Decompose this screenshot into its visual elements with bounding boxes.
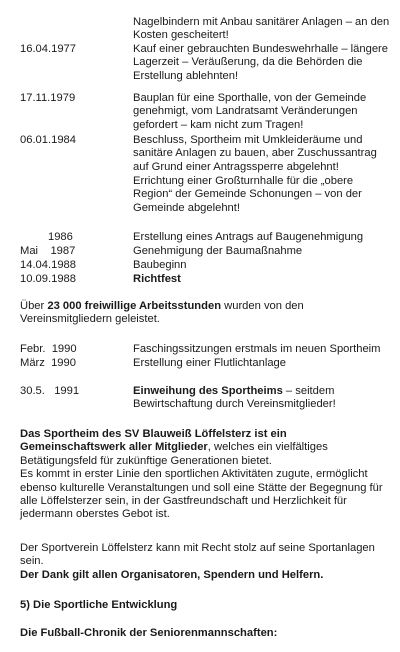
entry-date: Mai 1987 <box>20 245 76 257</box>
entry-text: Bauplan für eine Sporthalle, von der Gemeinde genehmigt, vom Landratsamt Veränderungen gefordert – kam nicht zum Tragen! <box>133 92 367 131</box>
entry-text: Faschingssitzungen erstmals im neuen Sportheim <box>133 343 381 355</box>
entry-date: 30.5. 1991 <box>20 385 80 397</box>
entry-text: Beschluss, Sportheim mit Umkleideräume und sanitäre Anlagen zu bauen, aber Zuschussantrag auf Grund einer Antragssperre abgelehnt! <box>133 134 377 173</box>
entry-date: 14.04.1988 <box>20 259 76 271</box>
community-bold: Das Sportheim des SV Blauweiß Löffelsterz ist ein Gemeinschaftswerk aller Mitglieder <box>20 428 287 454</box>
community-paragraph <box>20 428 390 522</box>
entry-text: Erstellung einer Flutlichtanlage <box>133 357 286 369</box>
inauguration-rest: – seitdem Bewirtschaftung durch Vereinsmitglieder! <box>133 385 336 411</box>
entry-text: Errichtung einer Großturnhalle für die „obere Region“ der Gemeinde Schonungen – von der Gemeinde abgelehnt! <box>133 175 362 214</box>
entry-text: Erstellung eines Antrags auf Baugenehmigung <box>133 231 364 243</box>
section-heading: 5) Die Sportliche Entwicklung <box>20 599 178 611</box>
volunteer-hours: 23 000 freiwillige Arbeitsstunden <box>47 300 222 312</box>
community-rest: , welches ein vielfältiges Betätigungsfeld für zukünftige Generationen bietet. <box>20 441 328 467</box>
entry-text: Richtfest <box>133 273 181 285</box>
community-detail: Es kommt in erster Linie den sportlichen Aktivitäten zugute, ermöglicht ebenso kulturelle Veranstaltungen und soll eine Stätte der Begegnung für alle Löffelsterzer sein, in der Gastfreundschaft und Herzlichkeit für jedermann oberstes Gebot ist. <box>20 468 383 521</box>
entry-text: Baubeginn <box>133 259 187 271</box>
entry-date: 06.01.1984 <box>20 134 76 146</box>
thanks-text: Der Dank gilt allen Organisatoren, Spendern und Helfern. <box>20 568 324 581</box>
entry-date: 17.11.1979 <box>20 92 76 104</box>
entry-date: 10.09.1988 <box>20 273 76 285</box>
proud-text: Der Sportverein Löffelsterz kann mit Recht stolz auf seine Sportanlagen sein. <box>20 542 375 568</box>
inauguration-title: Einweihung des Sportheims <box>133 385 283 397</box>
entry-date: 1986 <box>20 231 73 243</box>
entry-text: Nagelbindern mit Anbau sanitärer Anlagen – an den Kosten gescheitert! <box>133 16 390 42</box>
entry-date: Febr. 1990 <box>20 343 77 355</box>
entry-text: Genehmigung der Baumaßnahme <box>133 245 303 257</box>
chronicle-heading: Die Fußball-Chronik der Seniorenmannschaften: <box>20 627 278 639</box>
entry-text: Kauf einer gebrauchten Bundeswehrhalle – längere Lagerzeit – Veräußerung, da die Behörden die Erstellung ablehnten! <box>133 43 389 82</box>
volunteer-paragraph <box>20 300 390 327</box>
entry-date: 16.04.1977 <box>20 43 76 55</box>
entry-text <box>133 385 395 412</box>
entry-date: März 1990 <box>20 357 76 369</box>
proud-paragraph <box>20 542 390 582</box>
volunteer-post: wurden von den Vereinsmitgliedern geleistet. <box>20 300 304 326</box>
volunteer-pre: Über <box>20 300 48 312</box>
